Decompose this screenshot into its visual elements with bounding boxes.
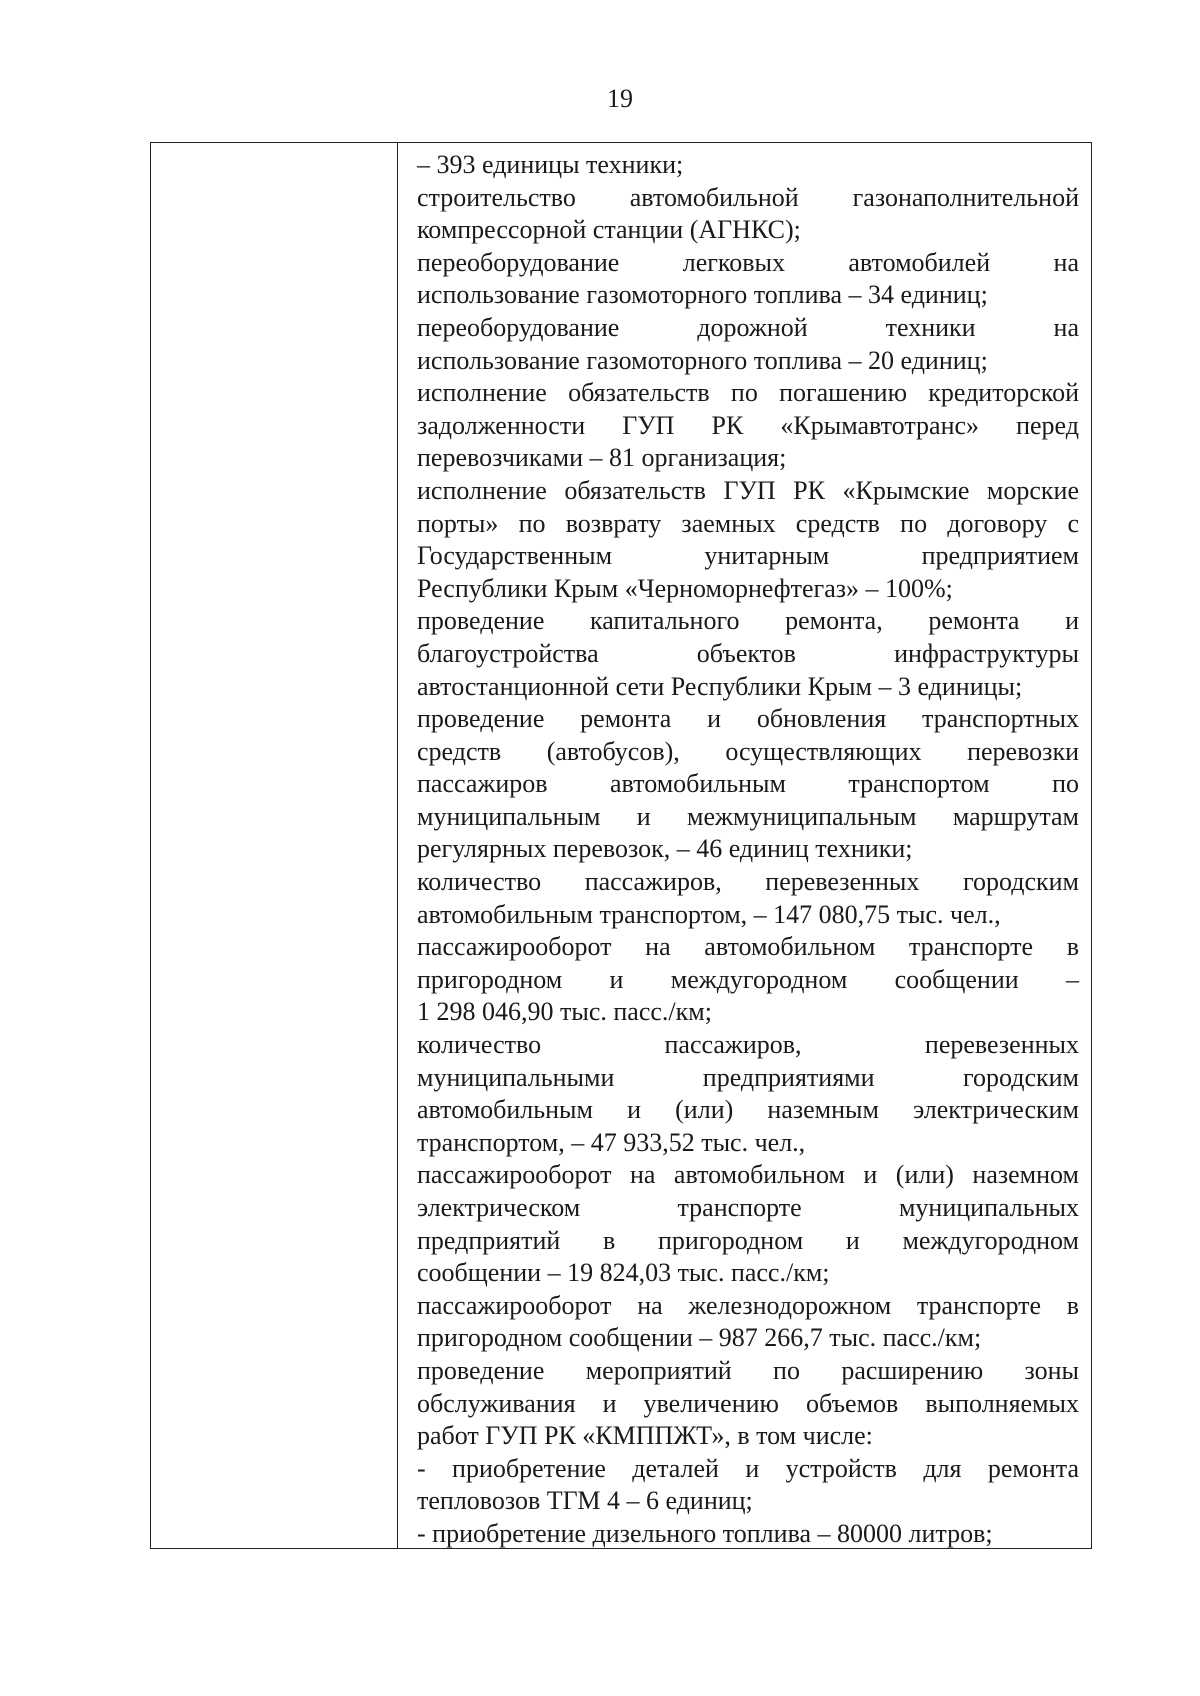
text-line: тепловозов ТГМ 4 – 6 единиц;	[417, 1486, 753, 1516]
text-line: строительство автомобильной газонаполнительной	[417, 182, 1079, 212]
text-line: пассажирооборот на автомобильном и (или) наземном	[417, 1160, 1079, 1190]
text-line: переоборудование легковых автомобилей на	[417, 247, 1079, 277]
text-line: обслуживания и увеличению объемов выполняемых	[417, 1388, 1079, 1418]
text-line: – 393 единицы техники;	[417, 150, 684, 179]
text-line: пассажирооборот на автомобильном транспорте в	[417, 932, 1079, 962]
text-line: Государственным унитарным предприятием	[417, 541, 1079, 571]
text-line: перевозчиками – 81 организация;	[417, 443, 787, 473]
text-line: электрическом транспорте муниципальных	[417, 1193, 1079, 1222]
text-line: компрессорной станции (АГНКС);	[417, 215, 801, 245]
text-line: транспортом, – 47 933,52 тыс. чел.,	[417, 1127, 806, 1157]
text-line: проведение ремонта и обновления транспортных	[417, 704, 1079, 734]
text-line: сообщении – 19 824,03 тыс. пасс./км;	[417, 1258, 830, 1288]
text-line: порты» по возврату заемных средств по договору с	[417, 508, 1079, 538]
table-left-cell	[151, 143, 398, 1548]
text-line: предприятий в пригородном и междугородном	[417, 1225, 1079, 1255]
document-table	[150, 142, 1092, 1549]
text-line: пригородном сообщении – 987 266,7 тыс. пасс./км;	[417, 1323, 982, 1353]
text-line: пассажиров автомобильным транспортом по	[417, 769, 1079, 799]
text-line: переоборудование дорожной техники на	[417, 312, 1079, 342]
text-line: муниципальными предприятиями городским	[417, 1062, 1079, 1092]
text-line: задолженности ГУП РК «Крымавтотранс» перед	[417, 410, 1079, 440]
text-line: регулярных перевозок, – 46 единиц техники;	[417, 834, 913, 864]
text-line: проведение мероприятий по расширению зоны	[417, 1355, 1079, 1385]
text-line: количество пассажиров, перевезенных	[417, 1030, 1079, 1060]
text-line: исполнение обязательств ГУП РК «Крымские морские	[417, 475, 1079, 505]
text-line: Республики Крым «Черноморнефтегаз» – 100%;	[417, 573, 953, 603]
text-line: использование газомоторного топлива – 20 единиц;	[417, 345, 988, 375]
text-line: автомобильным и (или) наземным электрическим	[417, 1095, 1079, 1125]
text-line: использование газомоторного топлива – 34 единиц;	[417, 280, 988, 310]
text-line: автостанционной сети Республики Крым – 3 единицы;	[417, 671, 1023, 701]
text-line: муниципальным и межмуниципальным маршрутам	[417, 801, 1079, 831]
text-line: пассажирооборот на железнодорожном транспорте в	[417, 1290, 1079, 1320]
page-number: 19	[607, 84, 633, 113]
table-right-cell	[398, 143, 1091, 1548]
text-line: автомобильным транспортом, – 147 080,75 тыс. чел.,	[417, 899, 1001, 929]
text-line: исполнение обязательств по погашению кредиторской	[417, 378, 1079, 408]
text-line: 1 298 046,90 тыс. пасс./км;	[417, 997, 712, 1027]
text-line: работ ГУП РК «КМППЖТ», в том числе:	[417, 1421, 873, 1451]
text-line: - приобретение деталей и устройств для ремонта	[417, 1453, 1079, 1483]
text-line: пригородном и междугородном сообщении –	[417, 964, 1079, 994]
text-line: средств (автобусов), осуществляющих перевозки	[417, 736, 1079, 766]
text-line: проведение капитального ремонта, ремонта и	[417, 606, 1079, 636]
text-line: - приобретение дизельного топлива – 80000 литров;	[417, 1518, 993, 1548]
text-line: количество пассажиров, перевезенных городским	[417, 867, 1079, 897]
text-line: благоустройства объектов инфраструктуры	[417, 638, 1079, 668]
